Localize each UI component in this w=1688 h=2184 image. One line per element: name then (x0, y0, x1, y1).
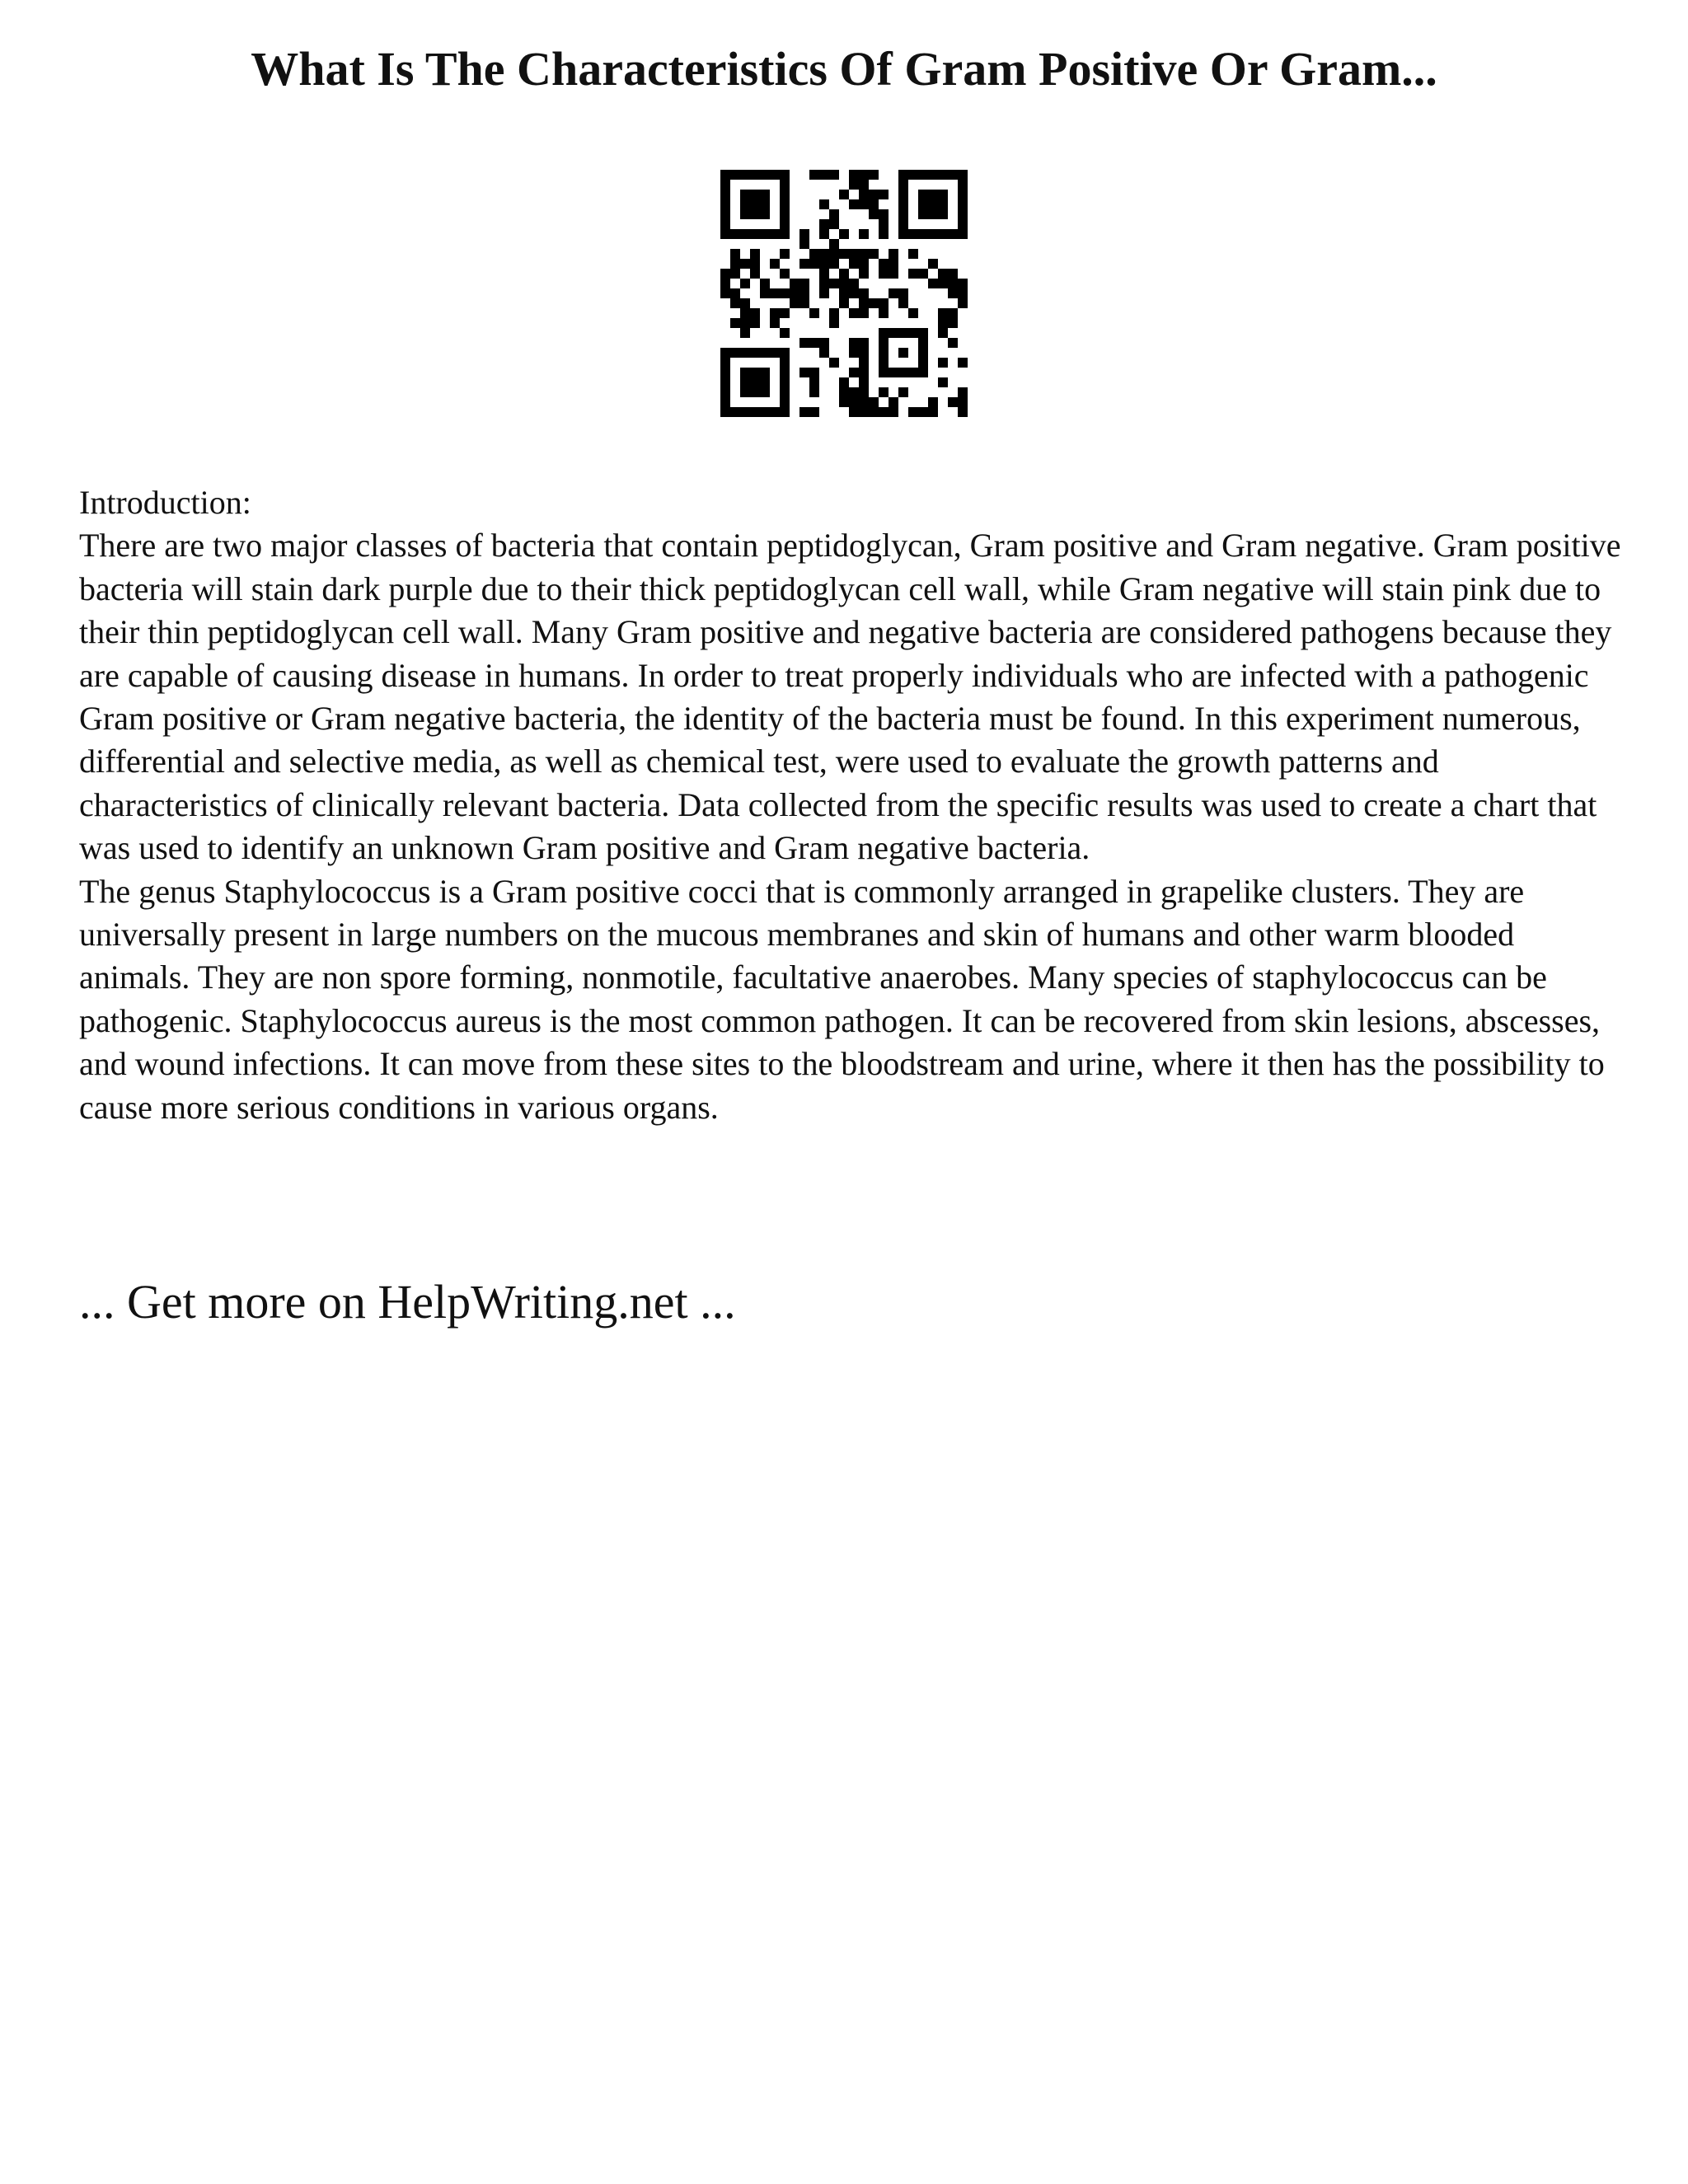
qr-code-icon (720, 170, 968, 417)
article-body (79, 481, 1629, 1129)
paragraph-2: The genus Staphylococcus is a Gram positive cocci that is commonly arranged in grapelike clusters. They are universally present in large numbers on the mucous membranes and skin of humans and other warm blooded animals. They are non spore forming, nonmotile, facultative anaerobes. Many species of staphylococcus can be pathogenic. Staphylococcus aureus is the most common pathogen. It can be recovered from skin lesions, abscesses, and wound infections. It can move from these sites to the bloodstream and urine, where it then has the possibility to cause more serious conditions in various organs. (79, 872, 1605, 1126)
paragraph-1: There are two major classes of bacteria that contain peptidoglycan, Gram positive and Gram negative. Gram positive bacteria will stain dark purple due to their thick peptidoglycan cell wall, while Gram negative will stain pink due to their thin peptidoglycan cell wall. Many Gram positive and negative bacteria are considered pathogens because they are capable of causing disease in humans. In order to treat properly individuals who are infected with a pathogenic Gram positive or Gram negative bacteria, the identity of the bacteria must be found. In this experiment numerous, differential and selective media, as well as chemical test, were used to evaluate the growth patterns and characteristics of clinically relevant bacteria. Data collected from the specific results was used to create a chart that was used to identify an unknown Gram positive and Gram negative bacteria. (79, 527, 1621, 867)
intro-heading: Introduction: (79, 484, 251, 521)
page-title: What Is The Characteristics Of Gram Positive Or Gram... (251, 42, 1437, 96)
get-more-link[interactable]: ... Get more on HelpWriting.net ... (79, 1275, 736, 1329)
